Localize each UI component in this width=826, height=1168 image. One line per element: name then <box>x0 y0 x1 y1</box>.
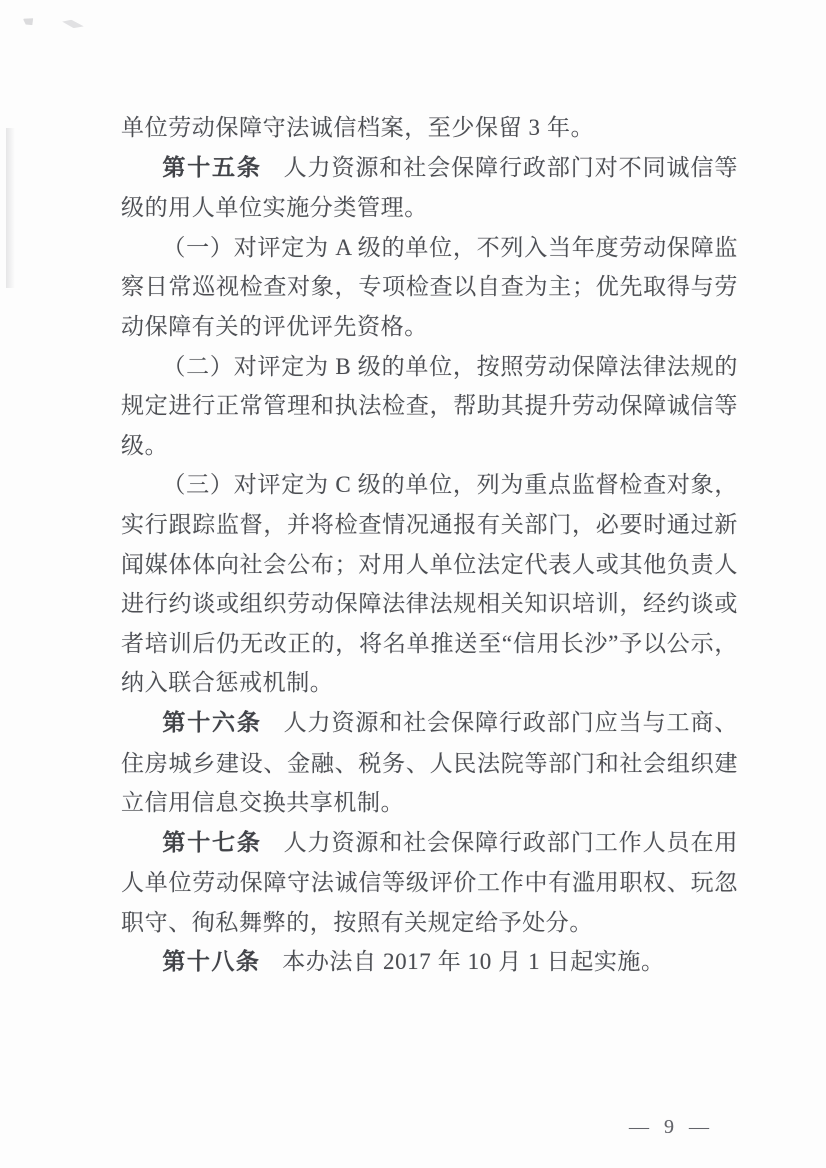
paragraph-text: 人力资源和社会保障行政部门工作人员在用人单位劳动保障守法诚信等级评价工作中有滥用职权、玩忽职守、徇私舞弊的，按照有关规定给予处分。 <box>121 829 738 935</box>
paragraph-text: （一）对评定为 A 级的单位，不列入当年度劳动保障监察日常巡视检查对象，专项检查以自查为主；优先取得与劳动保障有关的评优评先资格。 <box>121 234 738 339</box>
paragraph-continuation <box>121 108 738 148</box>
paragraph-text: 人力资源和社会保障行政部门对不同诚信等级的用人单位实施分类管理。 <box>121 154 738 221</box>
article-17-paragraph <box>121 823 738 943</box>
paragraph-text: 本办法自 2017 年 10 月 1 日起实施。 <box>282 949 665 975</box>
scan-edge-artifact <box>6 128 15 288</box>
item-2-paragraph <box>121 347 738 466</box>
article-18-number: 第十八条 <box>162 949 261 976</box>
paragraph-text: （二）对评定为 B 级的单位，按照劳动保障法律法规的规定进行正常管理和执法检查，帮助其提升劳动保障诚信等级。 <box>121 353 738 458</box>
item-3-paragraph <box>121 465 738 703</box>
article-16-number: 第十六条 <box>162 709 262 736</box>
document-body <box>121 108 738 983</box>
article-16-paragraph <box>121 703 738 823</box>
paragraph-text: （三）对评定为 C 级的单位，列为重点监督检查对象，实行跟踪监督，并将检查情况通报有关部门，必要时通过新闻媒体体向社会公布；对用人单位法定代表人或其他负责人进行约谈或组织劳动保障法律法规相关知识培训，经约谈或者培训后仍无改正的，将名单推送至“信用长沙”予以公示，纳入联合惩戒机制。 <box>121 472 738 696</box>
article-17-number: 第十七条 <box>162 829 262 856</box>
article-15-paragraph <box>121 148 738 228</box>
item-1-paragraph <box>121 228 738 347</box>
paragraph-text: 人力资源和社会保障行政部门应当与工商、住房城乡建设、金融、税务、人民法院等部门和社会组织建立信用信息交换共享机制。 <box>121 709 738 816</box>
article-18-paragraph <box>121 942 738 983</box>
scan-artifact-speck <box>62 19 85 30</box>
scan-artifact-speck <box>23 16 35 28</box>
article-15-number: 第十五条 <box>162 154 262 181</box>
page-number: — 9 — <box>629 1116 714 1138</box>
paragraph-text: 单位劳动保障守法诚信档案，至少保留 3 年。 <box>121 115 595 140</box>
